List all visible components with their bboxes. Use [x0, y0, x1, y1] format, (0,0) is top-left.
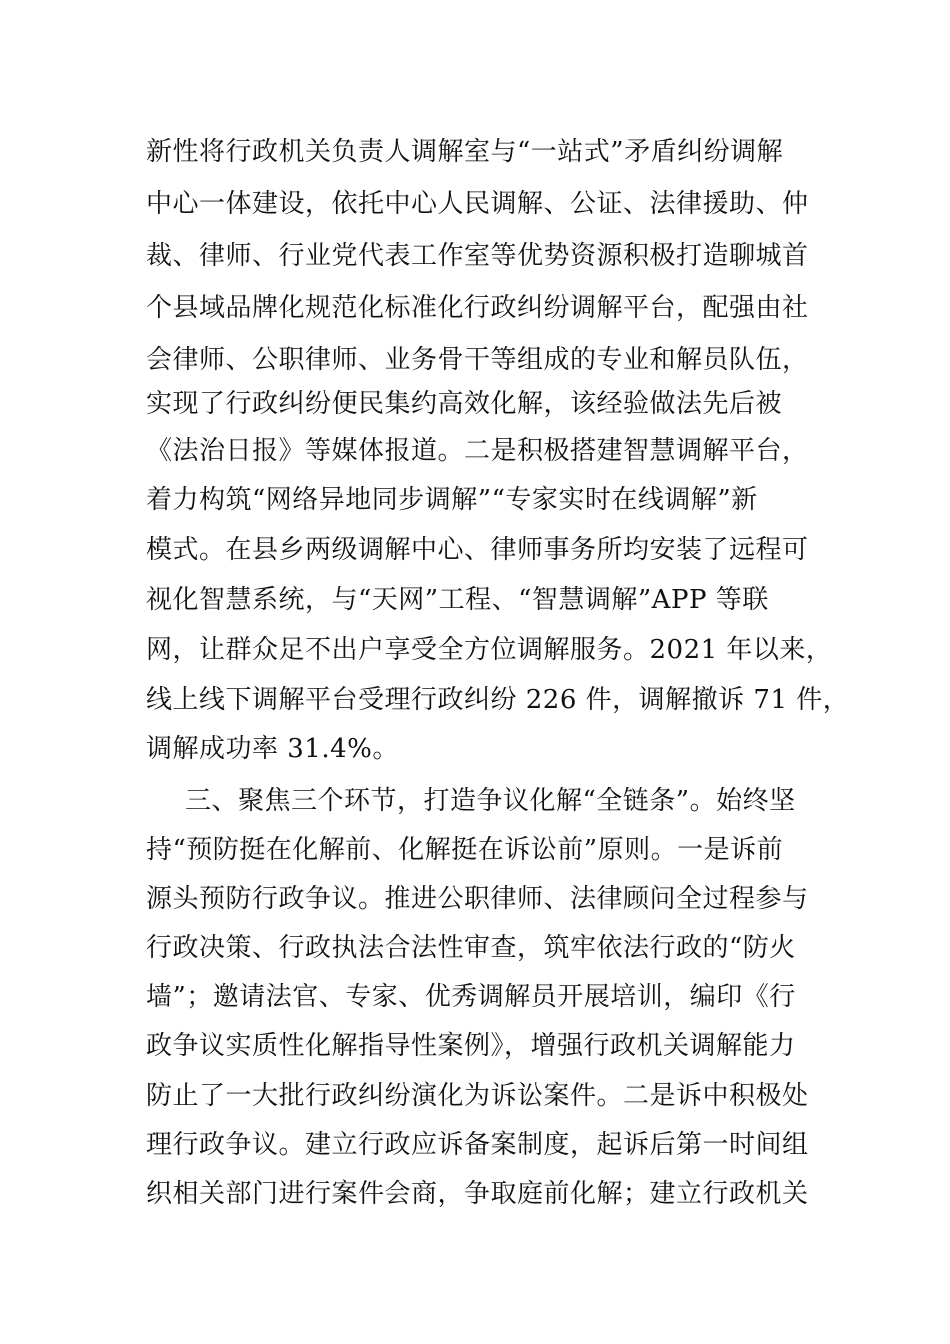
text-line: 中心一体建设，依托中心人民调解、公证、法律援助、仲: [146, 189, 809, 219]
text-line: 理行政争议。建立行政应诉备案制度，起诉后第一时间组: [146, 1130, 809, 1160]
text-line: 视化智慧系统，与“天网”工程、“智慧调解”APP 等联: [146, 585, 769, 615]
text-line: 持“预防挺在化解前、化解挺在诉讼前”原则。一是诉前: [146, 835, 784, 865]
text-line: 防止了一大批行政纠纷演化为诉讼案件。二是诉中积极处: [146, 1081, 809, 1111]
text-line: 会律师、公职律师、业务骨干等组成的专业和解员队伍，: [146, 345, 809, 375]
text-line: 模式。在县乡两级调解中心、律师事务所均安装了远程可: [146, 535, 809, 565]
text-line: 实现了行政纠纷便民集约高效化解，该经验做法先后被: [146, 389, 783, 419]
text-line: 裁、律师、行业党代表工作室等优势资源积极打造聊城首: [146, 241, 809, 271]
text-line: 政争议实质性化解指导性案例》，增强行政机关调解能力: [146, 1031, 796, 1061]
text-line: 行政决策、行政执法合法性审查，筑牢依法行政的“防火: [146, 933, 796, 963]
text-line: 网，让群众足不出户享受全方位调解服务。2021 年以来，: [146, 635, 833, 665]
text-line: 《法治日报》等媒体报道。二是积极搭建智慧调解平台，: [146, 436, 809, 466]
text-line: 着力构筑“网络异地同步调解”“专家实时在线调解”新: [146, 485, 758, 515]
text-line: 织相关部门进行案件会商，争取庭前化解；建立行政机关: [146, 1179, 809, 1209]
text-line: 新性将行政机关负责人调解室与“一站式”矛盾纠纷调解: [146, 137, 784, 167]
text-line: 源头预防行政争议。推进公职律师、法律顾问全过程参与: [146, 884, 809, 914]
text-line: 墙”；邀请法官、专家、优秀调解员开展培训，编印《行: [146, 982, 796, 1012]
text-line: 个县域品牌化规范化标准化行政纠纷调解平台，配强由社: [146, 293, 809, 323]
text-line: 调解成功率 31.4%。: [146, 734, 399, 764]
text-line: 线上线下调解平台受理行政纠纷 226 件，调解撤诉 71 件，: [146, 685, 850, 715]
section-heading-line: 三、聚焦三个环节，打造争议化解“全链条”。始终坚: [185, 786, 796, 816]
